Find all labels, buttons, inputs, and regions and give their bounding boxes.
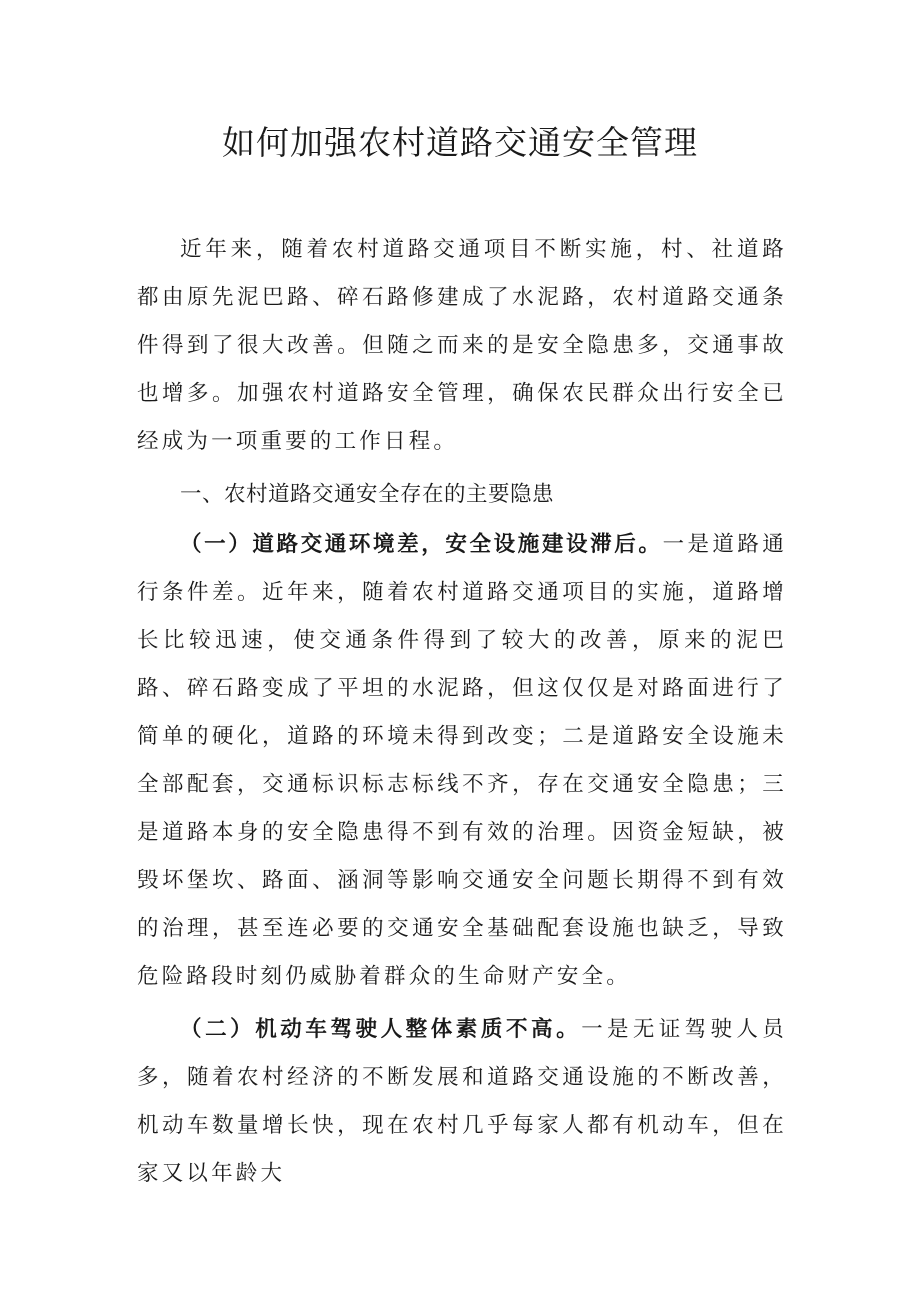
item-text-1: 一是道路通行条件差。近年来，随着农村道路交通项目的实施，道路增长比较迅速，使交通条件得到了较大的改善，原来的泥巴路、碎石路变成了平坦的水泥路，但这仅仅是对路面进行了简单的硬化，道路的环境未得到改变；二是道路安全设施未全部配套，交通标识标志标线不齐，存在交通安全隐患；三是道路本身的安全隐患得不到有效的治理。因资金短缺，被毁坏堡坎、路面、涵洞等影响交通安全问题长期得不到有效的治理，甚至连必要的交通安全基础配套设施也缺乏，导致危险路段时刻仍威胁着群众的生命财产安全。 bbox=[137, 532, 787, 989]
item-paragraph-1 bbox=[137, 521, 787, 1001]
document-title: 如何加强农村道路交通安全管理 bbox=[222, 123, 698, 162]
section-heading: 一、农村道路交通安全存在的主要隐患 bbox=[180, 482, 555, 507]
item-paragraph-2 bbox=[137, 1006, 787, 1198]
item-heading-2: （二）机动车驾驶人整体素质不高。 bbox=[180, 1017, 582, 1042]
item-heading-1: （一）道路交通环境差，安全设施建设滞后。 bbox=[180, 532, 663, 557]
item-text-2: 一是无证驾驶人员多，随着农村经济的不断发展和道路交通设施的不断改善，机动车数量增长快，现在农村几乎每家人都有机动车，但在家又以年龄大 bbox=[137, 1017, 788, 1186]
intro-paragraph: 近年来，随着农村道路交通项目不断实施，村、社道路都由原先泥巴路、碎石路修建成了水泥路，农村道路交通条件得到了很大改善。但随之而来的是安全隐患多，交通事故也增多。加强农村道路安全管理，确保农民群众出行安全已经成为一项重要的工作日程。 bbox=[137, 237, 787, 454]
document-body bbox=[137, 226, 787, 1198]
